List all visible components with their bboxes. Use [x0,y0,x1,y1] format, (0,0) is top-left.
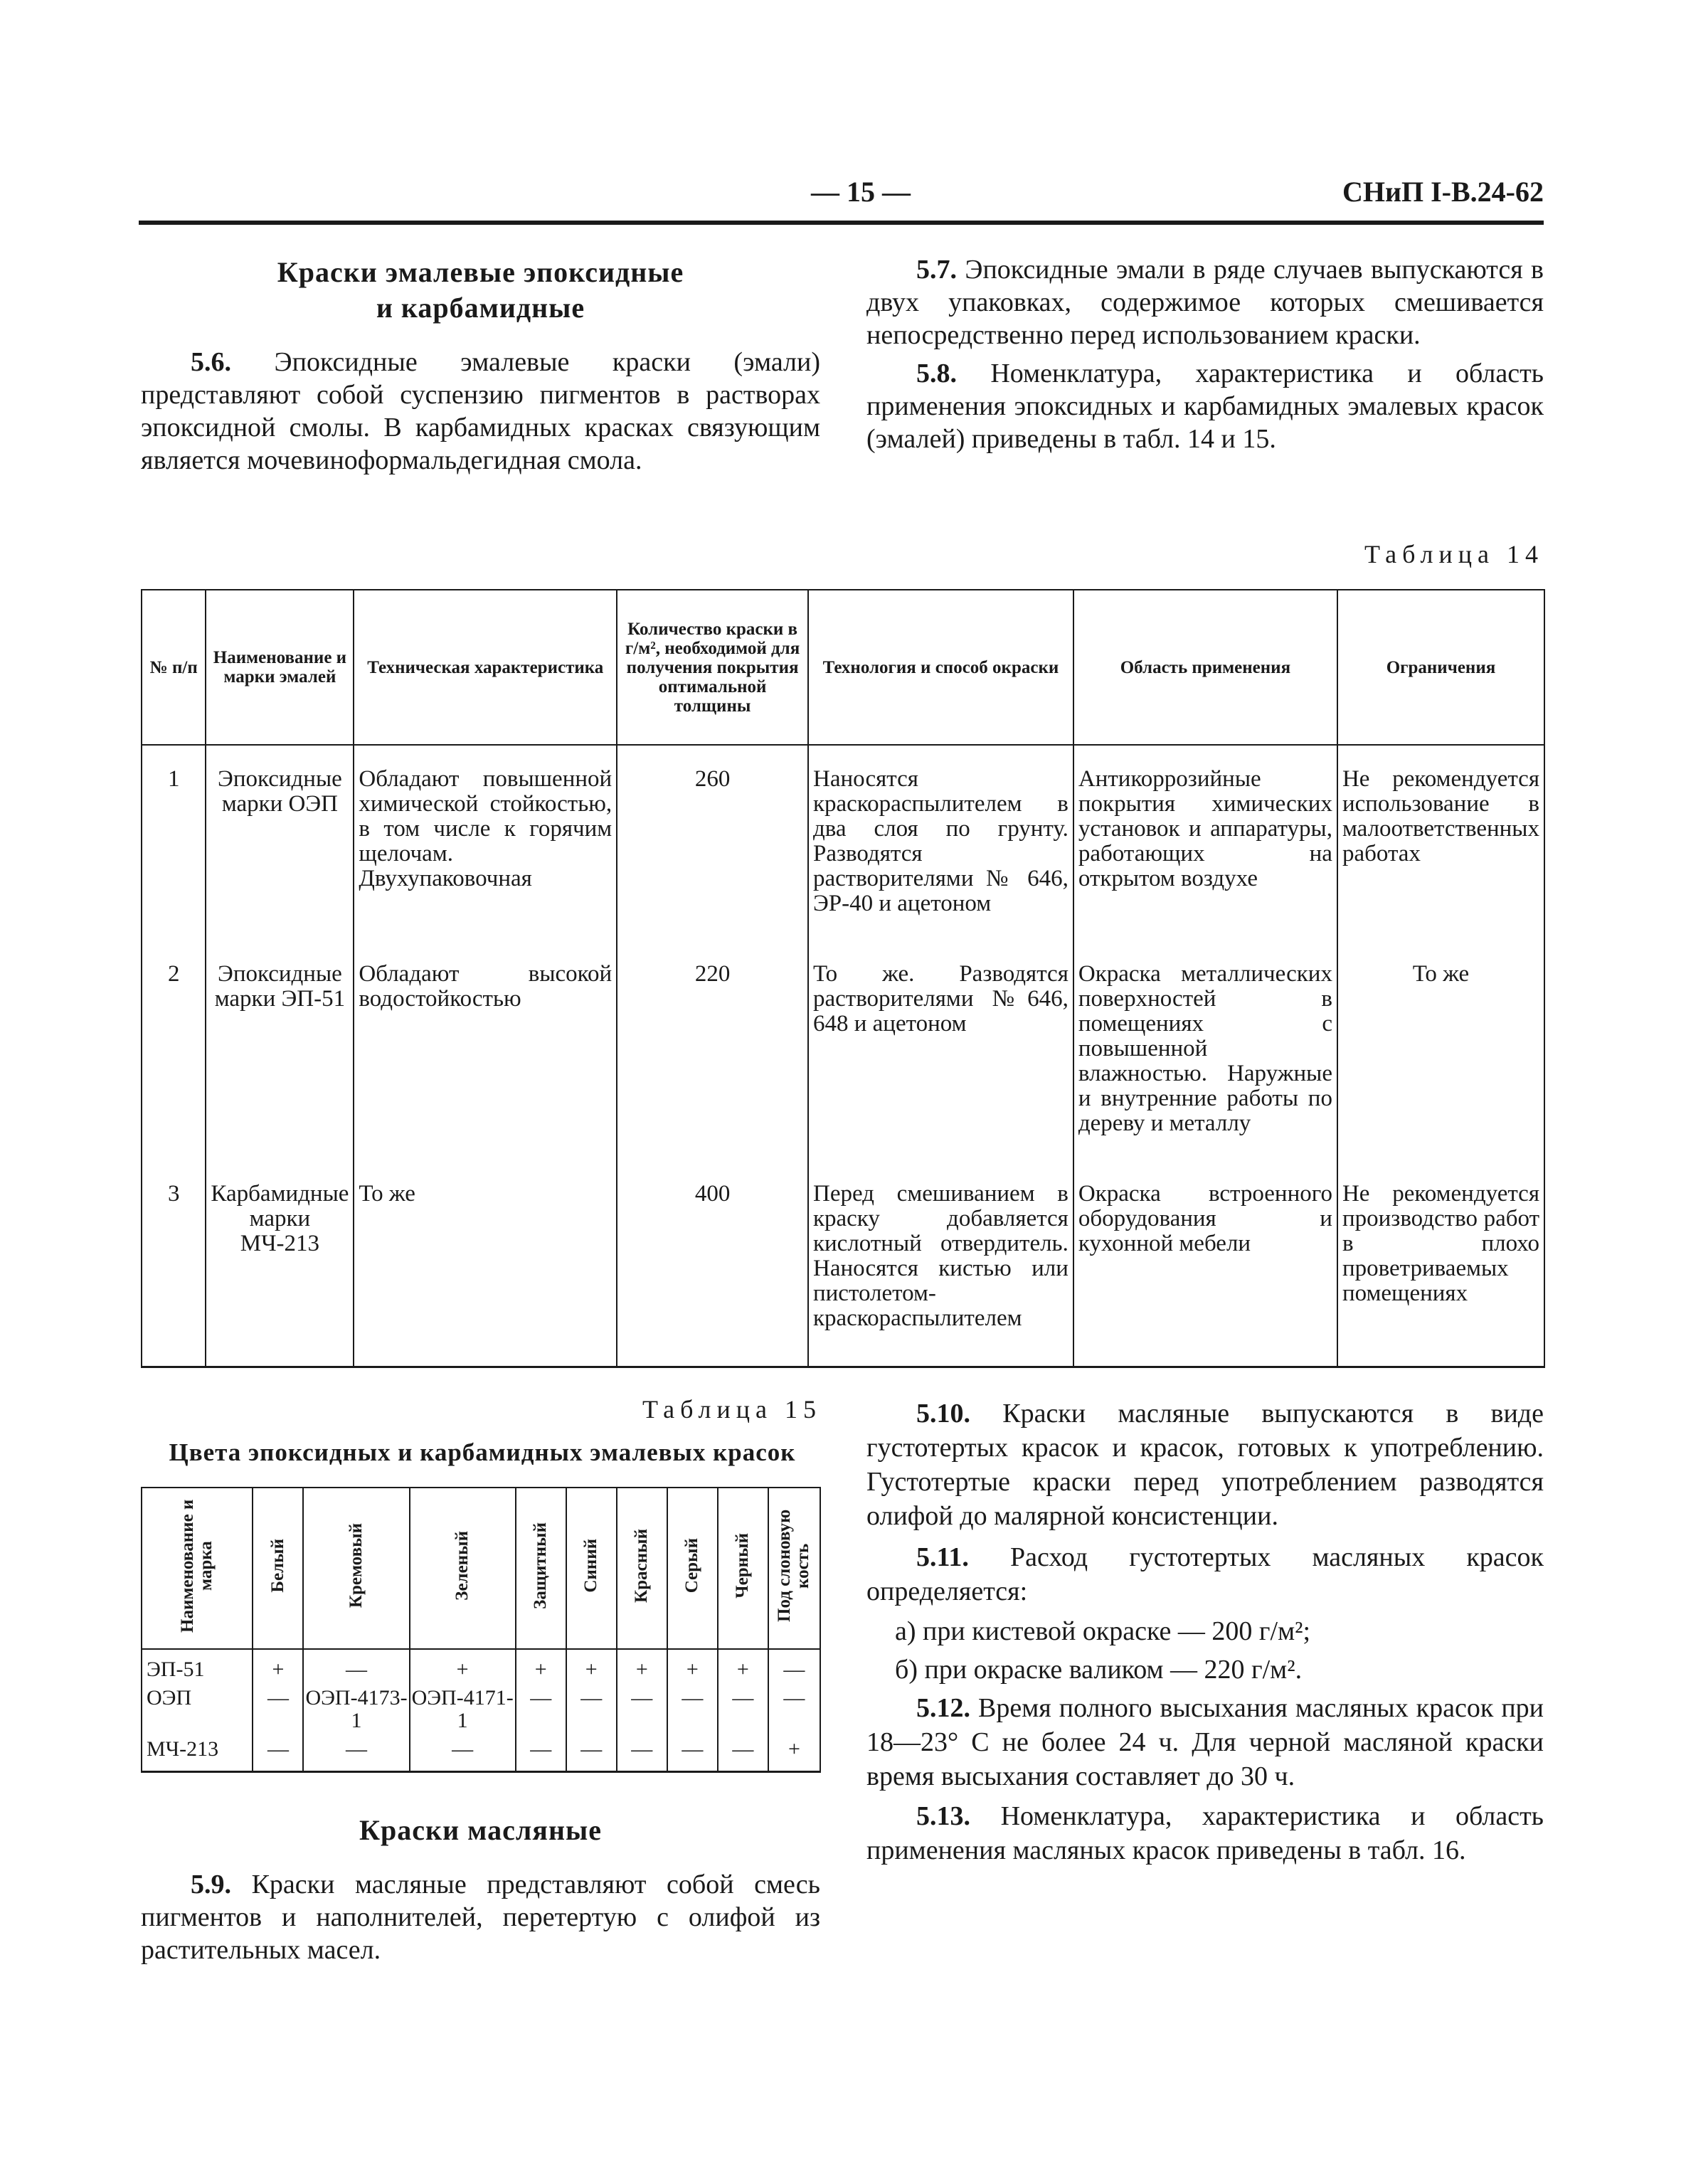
column-header-label: Красный [632,1529,652,1603]
column-header [617,1488,667,1649]
section-heading: Краски масляные [359,1814,602,1846]
paragraph-number: 5.12. [916,1693,970,1723]
table-cell: Карбамидные марки МЧ-213 [206,1160,354,1367]
paragraph-5-12 [866,1691,1544,1793]
column-header: Область применения [1073,590,1337,745]
document-code: СНиП I-В.24-62 [1342,176,1544,208]
list-item: а) при кистевой окраске — 200 г/м²; [895,1616,1311,1646]
column-header-label: Белый [267,1539,287,1593]
column-header-label: Синий [581,1539,601,1593]
column-header-label: Зеленый [452,1531,472,1601]
table-cell: — [718,1684,768,1735]
left-bottom-column [141,1813,820,1966]
table-cell: То же [354,1160,617,1367]
right-top-column [866,253,1544,455]
paragraph-5-11 [866,1540,1544,1608]
column-header-label: Кремовый [346,1523,366,1608]
column-header-label: Черный [733,1533,753,1599]
table-cell: Окраска встроенного оборудования и кухонной мебели [1073,1160,1337,1367]
column-header-label: Защитный [531,1522,551,1609]
paragraph-number: 5.11. [916,1542,969,1572]
table-cell: + [667,1649,718,1684]
paragraph-number: 5.6. [191,347,231,377]
paragraph-5-8 [866,357,1544,455]
table-row [142,940,1544,1160]
paragraph-text: Эпоксидные эмалевые краски (эмали) представляют собой суспензию пигментов в растворах эпоксидной смолы. В карбамидных красках связующим является мочевиноформальдегидная смола. [141,347,821,475]
column-header [516,1488,566,1649]
table-cell: + [768,1735,820,1772]
column-header-label: Наименование и марка [178,1499,216,1633]
list-item: б) при окраске валиком — 220 г/м². [895,1655,1303,1685]
table-row [142,1735,820,1772]
table-cell: Антикоррозийные покрытия химических установок и аппаратуры, работающих на открытом воздухе [1073,745,1337,940]
column-header-label: Серый [682,1538,702,1594]
paragraph-number: 5.8. [916,359,957,388]
table-cell: То же [1337,940,1544,1160]
table-14 [141,589,1545,1368]
table-cell: — [410,1735,516,1772]
paragraph-text: Эпоксидные эмали в ряде случаев выпускаются в двух упаковках, содержимое которых смешивается непосредственно перед использованием краски. [866,255,1544,350]
column-header: Наименование и марки эмалей [206,590,354,745]
table-cell: МЧ-213 [142,1735,253,1772]
right-bottom-column [866,1396,1544,1867]
header-rule [139,221,1544,225]
table-cell: + [516,1649,566,1684]
column-header [768,1488,820,1649]
table-cell: + [410,1649,516,1684]
column-header: № п/п [142,590,206,745]
table-cell: — [303,1735,409,1772]
column-header [410,1488,516,1649]
table-15-caption: Таблица 15 [642,1395,822,1424]
table-cell: Обладают высокой водостойкостью [354,940,617,1160]
table-cell: Эпоксидные марки ЭП-51 [206,940,354,1160]
table-cell: — [253,1735,303,1772]
paragraph-text: Номенклатура, характеристика и область применения масляных красок приведены в табл. 16. [866,1801,1544,1865]
paragraph-5-10 [866,1396,1544,1533]
table-cell: 2 [142,940,206,1160]
paragraph-number: 5.7. [916,255,957,285]
table-cell: + [718,1649,768,1684]
table-cell: Обладают повышенной химической стойкостью, в том числе к горячим щелочам. Двухупаковочная [354,745,617,940]
column-header [566,1488,617,1649]
table-cell: 400 [617,1160,808,1367]
column-header-label: Под слоновую кость [775,1509,813,1623]
table-cell: 260 [617,745,808,940]
table-14-caption: Таблица 14 [1364,540,1544,568]
column-header [303,1488,409,1649]
table-cell: Не рекомендуется использование в малоответственных работах [1337,745,1544,940]
table-cell: + [617,1649,667,1684]
table-cell: — [768,1684,820,1735]
paragraph-text: Краски масляные представляют собой смесь пигментов и наполнителей, перетертую с олифой из растительных масел. [141,1870,821,1965]
paragraph-text: Краски масляные выпускаются в виде густотертых красок и красок, готовых к употреблению. Густотертые краски перед употреблением разводятся олифой до малярной консистенции. [866,1399,1544,1531]
column-header: Ограничения [1337,590,1544,745]
table-cell: — [303,1649,409,1684]
column-header [667,1488,718,1649]
paragraph-5-7 [866,253,1544,351]
paragraph-text: Расход густотертых масляных красок определяется: [866,1542,1544,1606]
column-header: Технология и способ окраски [808,590,1073,745]
table-15 [141,1487,821,1773]
table-cell: 220 [617,940,808,1160]
table-row [142,745,1544,940]
table-cell: — [253,1684,303,1735]
section-heading-line: и карбамидные [376,292,585,324]
table-row [142,1160,1544,1367]
paragraph-text: Номенклатура, характеристика и область применения эпоксидных и карбамидных эмалевых красок (эмалей) приведены в табл. 14 и 15. [866,359,1544,454]
table-cell: Не рекомендуется производство работ в плохо проветриваемых помещениях [1337,1160,1544,1367]
table-cell: ОЭП-4171-1 [410,1684,516,1735]
column-header: Техническая характеристика [354,590,617,745]
left-top-column [141,255,820,477]
table-cell: — [516,1684,566,1735]
table-cell: — [516,1735,566,1772]
paragraph-number: 5.9. [191,1870,231,1899]
paragraph-number: 5.10. [916,1399,970,1428]
page-number: — 15 — [811,176,911,208]
table-cell: — [718,1735,768,1772]
column-header [718,1488,768,1649]
column-header: Количество краски в г/м², необходимой для получения покрытия оптимальной толщины [617,590,808,745]
table-cell: + [566,1649,617,1684]
table-row [142,1649,820,1684]
table-15-title: Цвета эпоксидных и карбамидных эмалевых красок [169,1438,796,1466]
section-heading-line: Краски эмалевые эпоксидные [277,256,684,288]
table-cell: 1 [142,745,206,940]
table-cell: Эпоксидные марки ОЭП [206,745,354,940]
column-header [142,1488,253,1649]
table-cell: Перед смешиванием в краску добавляется кислотный отвердитель. Наносятся кистью или пистолетом-краскораспылителем [808,1160,1073,1367]
table-cell: — [617,1735,667,1772]
table-cell: — [768,1649,820,1684]
table-cell: ЭП-51 [142,1649,253,1684]
table-cell: + [253,1649,303,1684]
table-cell: Наносятся краскораспылителем в два слоя по грунту. Разводятся растворителями № 646, ЭР-40 и ацетоном [808,745,1073,940]
table-cell: — [667,1735,718,1772]
table-cell: 3 [142,1160,206,1367]
paragraph-5-13 [866,1799,1544,1867]
table-cell: — [617,1684,667,1735]
table-cell: — [667,1684,718,1735]
paragraph-5-9 [141,1868,820,1966]
paragraph-text: Время полного высыхания масляных красок при 18—23° С не более 24 ч. Для черной масляной краски время высыхания составляет до 30 ч. [866,1693,1544,1791]
table-cell: То же. Разводятся растворителями №646, 648 и ацетоном [808,940,1073,1160]
table-cell: — [566,1735,617,1772]
section-heading [141,255,820,326]
table-row [142,1684,820,1735]
table-cell: — [566,1684,617,1735]
column-header [253,1488,303,1649]
table-cell: ОЭП-4173-1 [303,1684,409,1735]
paragraph-5-6 [141,346,820,477]
table-cell: ОЭП [142,1684,253,1735]
paragraph-number: 5.13. [916,1801,970,1831]
table-cell: Окраска металлических поверхностей в помещениях с повышенной влажностью. Наружные и внутренние работы по дереву и металлу [1073,940,1337,1160]
